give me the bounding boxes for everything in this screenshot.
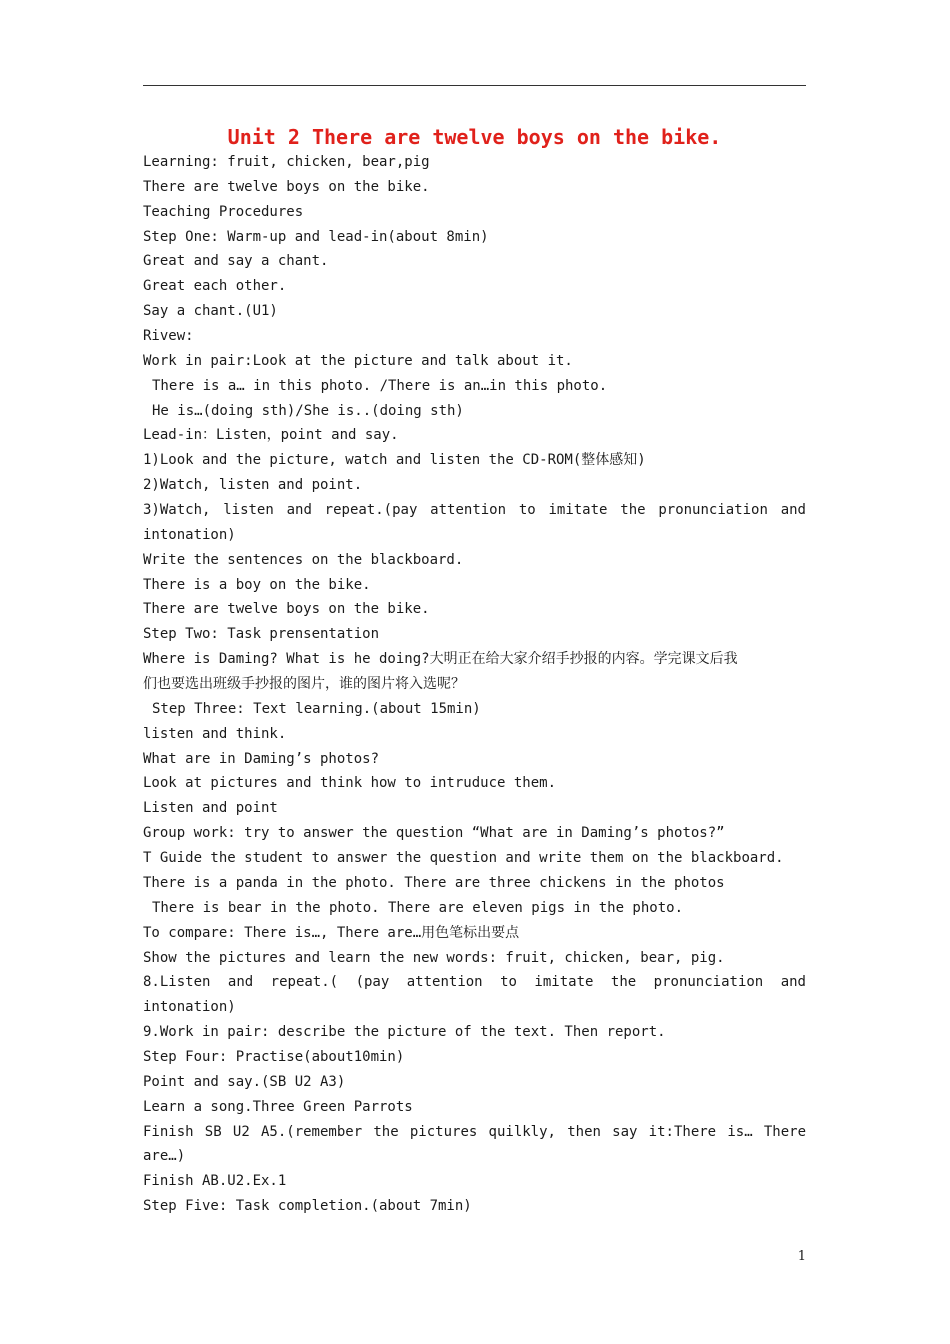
document-body: [143, 150, 806, 1219]
text-line: There is a panda in the photo. There are three chickens in the photos: [143, 874, 725, 891]
text-line: Step One: Warm-up and lead-in(about 8min): [143, 228, 489, 245]
text-line: Work in pair:Look at the picture and talk about it.: [143, 352, 573, 369]
text-line: Great each other.: [143, 278, 287, 295]
text-line: are…): [143, 1148, 186, 1165]
text-line: There are twelve boys on the bike.: [143, 601, 430, 618]
document-title: Unit 2 There are twelve boys on the bike.: [227, 125, 722, 149]
text-line: Finish AB.U2.Ex.1: [143, 1173, 287, 1190]
text-line: 2)Watch, listen and point.: [143, 477, 363, 494]
text-line: Step Five: Task completion.(about 7min): [143, 1198, 472, 1215]
text-line: Teaching Procedures: [143, 203, 304, 220]
text-line: To compare: There is…, There are…用色笔标出要点: [143, 924, 520, 941]
text-line: Learn a song.Three Green Parrots: [143, 1098, 413, 1115]
text-line: intonation): [143, 999, 236, 1016]
text-line: listen and think.: [143, 725, 287, 742]
text-line: Point and say.(SB U2 A3): [143, 1073, 346, 1090]
text-line: Step Four: Practise(about10min): [143, 1048, 405, 1065]
text-line: Show the pictures and learn the new words: fruit, chicken, bear, pig.: [143, 949, 725, 966]
text-line: 3)Watch, listen and repeat.(pay attention to imitate the pronunciation and: [143, 502, 806, 519]
page-number: 1: [797, 1249, 806, 1264]
text-line: There is a… in this photo. /There is an…in this photo.: [152, 377, 608, 394]
text-line: 9.Work in pair: describe the picture of the text. Then report.: [143, 1024, 666, 1041]
text-line: There is bear in the photo. There are eleven pigs in the photo.: [152, 899, 684, 916]
text-line: There are twelve boys on the bike.: [143, 178, 430, 195]
text-line: intonation): [143, 526, 236, 543]
text-line: Learning: fruit, chicken, bear,pig: [143, 154, 430, 170]
text-line: Great and say a chant.: [143, 253, 329, 270]
text-line: T Guide the student to answer the question and write them on the blackboard.: [143, 850, 784, 867]
text-line: 1)Look and the picture, watch and listen the CD-ROM(整体感知): [143, 452, 646, 469]
text-line: Where is Daming? What is he doing?大明正在给大家介绍手抄报的内容。学完课文后我: [143, 651, 738, 668]
text-line: Step Two: Task prensentation: [143, 626, 380, 643]
text-line: Lead-in：Listen，point and say.: [143, 427, 399, 444]
text-line: Finish SB U2 A5.(remember the pictures quilkly, then say it:There is… There: [143, 1123, 806, 1140]
text-line: Step Three: Text learning.(about 15min): [152, 700, 481, 717]
text-line: Listen and point: [143, 800, 278, 817]
text-line: 8.Listen and repeat.( (pay attention to imitate the pronunciation and: [143, 974, 806, 991]
text-line: 们也要选出班级手抄报的图片，谁的图片将入选呢？: [143, 676, 465, 693]
text-line: Write the sentences on the blackboard.: [143, 551, 464, 568]
text-line: What are in Daming’s photos?: [143, 750, 380, 767]
text-line: Say a chant.(U1): [143, 303, 278, 320]
text-line: Look at pictures and think how to intruduce them.: [143, 775, 557, 792]
text-line: He is…(doing sth)/She is..(doing sth): [152, 402, 464, 419]
text-line: There is a boy on the bike.: [143, 576, 371, 593]
header-rule: [143, 85, 806, 86]
text-line: Group work: try to answer the question “What are in Daming’s photos?”: [143, 825, 725, 842]
text-line: Rivew:: [143, 328, 194, 345]
